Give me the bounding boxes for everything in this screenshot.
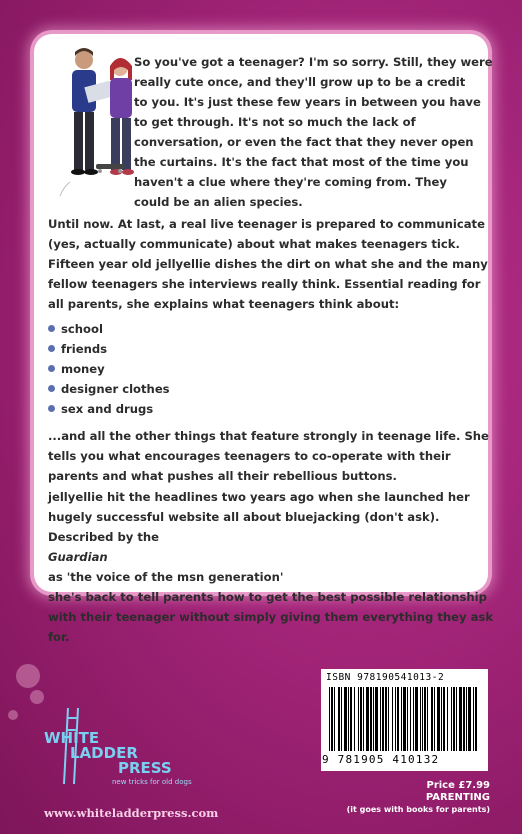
- barcode-bar: [447, 687, 448, 751]
- guardian-title: Guardian: [48, 550, 108, 564]
- barcode-bar: [437, 687, 440, 751]
- barcode-bar: [360, 687, 362, 751]
- topics-list: [48, 319, 170, 419]
- list-item: [48, 379, 170, 399]
- barcode-bar: [459, 687, 462, 751]
- barcode-bar: [463, 687, 465, 751]
- list-item: [48, 319, 170, 339]
- barcode-bar: [395, 687, 396, 751]
- barcode-bar: [451, 687, 452, 751]
- barcode-bar: [415, 687, 418, 751]
- category-label: PARENTING: [425, 792, 490, 803]
- bullet-icon: [48, 325, 55, 332]
- barcode-bar: [427, 687, 428, 751]
- logo-word-white: WHITE: [44, 729, 100, 747]
- isbn-label: ISBN 978190541013-2: [326, 672, 445, 683]
- paragraph-line: hugely successful website all about bluejacking (don't ask).: [48, 510, 440, 524]
- price-label: Price £7.99: [426, 780, 490, 791]
- paragraph-line: fellow teenagers she interviews really think. Essential reading for: [48, 277, 481, 291]
- barcode-bar: [358, 687, 359, 751]
- barcode-bar: [380, 687, 381, 751]
- paragraph-until-now: [48, 214, 488, 314]
- intro-line: really cute once, and they'll grow up to be a credit: [134, 75, 466, 89]
- barcode-bar: [441, 687, 442, 751]
- barcode-bar: [401, 687, 402, 751]
- paragraph-teenage-life: [48, 426, 489, 486]
- paragraph-line: Until now. At last, a real live teenager is prepared to communicate: [48, 217, 485, 231]
- barcode-bar: [424, 687, 426, 751]
- barcode-bar: [350, 687, 352, 751]
- barcode-bar: [344, 687, 347, 751]
- publisher-logo: [40, 706, 190, 786]
- barcode-bar: [338, 687, 340, 751]
- intro-line: could be an alien species.: [134, 195, 303, 209]
- teenagers-photo: [48, 46, 146, 196]
- paragraph-line: tells you what encourages teenagers to co-operate with their: [48, 449, 451, 463]
- intro-line: to get through. It's not so much the lack of: [134, 115, 416, 129]
- bullet-icon: [48, 385, 55, 392]
- ean-digits: 9 781905 410132: [322, 753, 440, 766]
- barcode-bar: [475, 687, 477, 751]
- barcode-bar: [385, 687, 387, 751]
- barcode-bar: [366, 687, 369, 751]
- barcode-bar: [473, 687, 474, 751]
- logo-word-ladder: LADDER: [70, 744, 138, 762]
- blurb-panel: [34, 34, 494, 644]
- barcode-bar: [413, 687, 414, 751]
- barcode-bar: [443, 687, 445, 751]
- barcode-bar: [431, 687, 433, 751]
- topic-label: money: [61, 362, 105, 376]
- list-item: [48, 339, 170, 359]
- barcode-bar: [397, 687, 399, 751]
- publisher-website: www.whiteladderpress.com: [44, 806, 219, 820]
- barcode-bar: [375, 687, 378, 751]
- topic-label: school: [61, 322, 103, 336]
- barcode-bar: [341, 687, 342, 751]
- barcode-bar: [420, 687, 421, 751]
- barcode-bar: [373, 687, 374, 751]
- paragraph-line: Fifteen year old jellyellie dishes the dirt on what she and the many: [48, 257, 488, 271]
- barcode-bar: [363, 687, 364, 751]
- intro-line: haven't a clue where they're coming from. They: [134, 175, 447, 189]
- barcode-bar: [466, 687, 467, 751]
- paragraph-line: jellyellie hit the headlines two years ago when she launched her: [48, 490, 470, 504]
- paragraph-line: parents and what pushes all their rebellious buttons.: [48, 469, 397, 483]
- bullet-icon: [48, 365, 55, 372]
- decorative-bubble: [30, 690, 44, 704]
- intro-line: conversation, or even the fact that they never open: [134, 135, 474, 149]
- paragraph-line: for.: [48, 630, 70, 644]
- intro-line: So you've got a teenager? I'm so sorry. Still, they were: [134, 55, 493, 69]
- text-fragment: as 'the voice of the msn generation': [48, 570, 284, 584]
- paragraph-line: ...and all the other things that feature strongly in teenage life. She: [48, 429, 489, 443]
- decorative-bubble: [16, 664, 40, 688]
- topic-label: designer clothes: [61, 382, 170, 396]
- intro-line: to you. It's just these few years in between you have: [134, 95, 481, 109]
- barcode-bar: [422, 687, 423, 751]
- barcode-bar: [453, 687, 455, 751]
- barcode-icon: [329, 687, 479, 751]
- paragraph-line: (yes, actually communicate) about what makes teenagers tick.: [48, 237, 460, 251]
- barcode-bar: [403, 687, 406, 751]
- barcode-bar: [434, 687, 435, 751]
- category-note: (it goes with books for parents): [346, 805, 490, 814]
- intro-paragraph: [134, 52, 493, 212]
- decorative-bubble: [8, 710, 18, 720]
- paragraph-line: all parents, she explains what teenagers think about:: [48, 297, 400, 311]
- bullet-icon: [48, 405, 55, 412]
- barcode-bar: [410, 687, 411, 751]
- intro-line: the curtains. It's the fact that most of the time you: [134, 155, 469, 169]
- bullet-icon: [48, 345, 55, 352]
- barcode-bar: [329, 687, 330, 751]
- barcode-bar: [382, 687, 384, 751]
- paragraph-line: with their teenager without simply giving them everything they ask: [48, 610, 494, 624]
- paragraph-author: [48, 487, 494, 647]
- barcode-bar: [456, 687, 457, 751]
- barcode-bar: [348, 687, 349, 751]
- barcode-bar: [331, 687, 333, 751]
- logo-word-press: PRESS: [118, 759, 172, 777]
- paragraph-line: she's back to tell parents how to get the best possible relationship: [48, 590, 487, 604]
- barcode-bar: [370, 687, 372, 751]
- barcode-bar: [468, 687, 471, 751]
- barcode-bar: [388, 687, 389, 751]
- barcode-bar: [334, 687, 335, 751]
- list-item: [48, 359, 170, 379]
- text-fragment: Described by the: [48, 530, 160, 544]
- topic-label: friends: [61, 342, 108, 356]
- barcode-bar: [392, 687, 393, 751]
- topic-label: sex and drugs: [61, 402, 154, 416]
- barcode-bar: [407, 687, 408, 751]
- barcode-block: [321, 669, 488, 771]
- price-block: [330, 780, 490, 816]
- paragraph-line: [48, 527, 484, 587]
- list-item: [48, 399, 170, 419]
- barcode-bar: [354, 687, 355, 751]
- publisher-tagline: new tricks for old dogs: [112, 778, 192, 786]
